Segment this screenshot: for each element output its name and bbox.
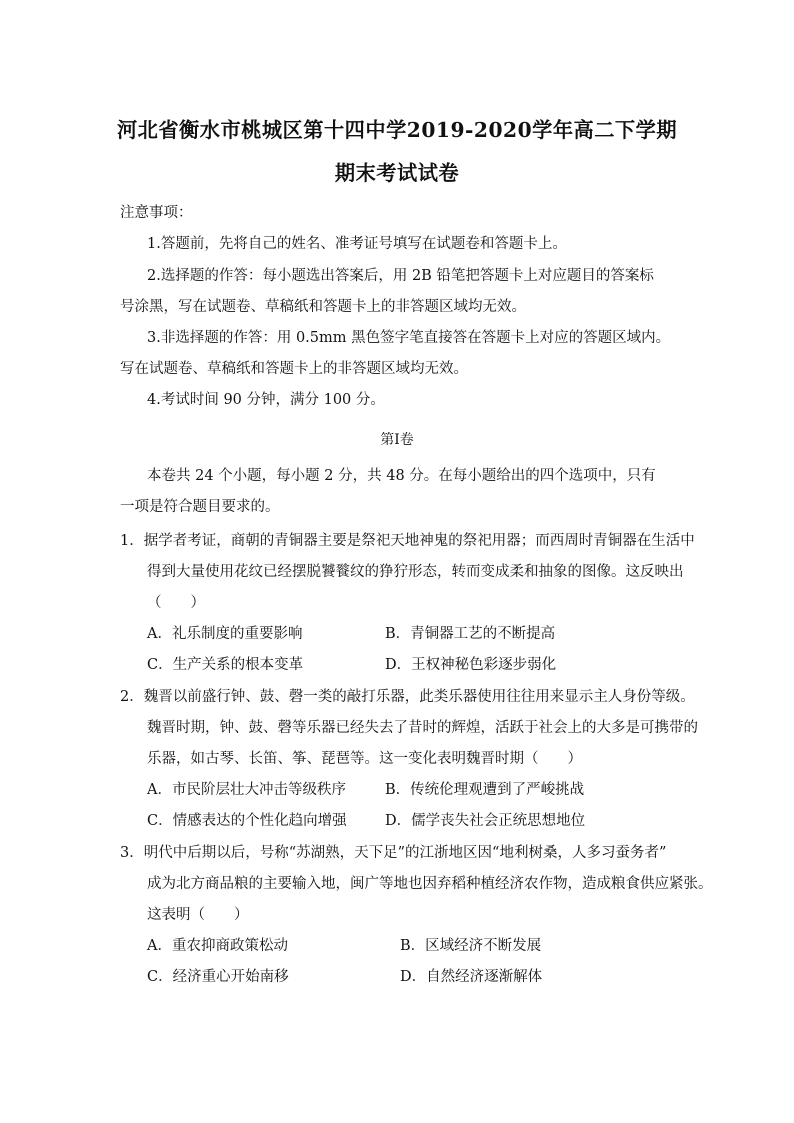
notice-item: 写在试题卷、草稿纸和答题卡上的非答题区域均无效。 (120, 361, 468, 377)
question-1-option-b: B．青铜器工艺的不断提高 (385, 626, 556, 642)
question-1-option-a: A．礼乐制度的重要影响 (147, 626, 303, 642)
question-1-stem: 1．据学者考证，商朝的青铜器主要是祭祀天地神鬼的祭祀用器；而西周时青铜器在生活中 (120, 533, 695, 549)
notice-item: 号涂黑，写在试题卷、草稿纸和答题卡上的非答题区域均无效。 (120, 299, 526, 315)
question-3-option-b: B．区域经济不断发展 (400, 938, 542, 954)
question-2-stem: 乐器，如古琴、长笛、筝、琵琶等。这一变化表明魏晋时期（ ） (147, 751, 582, 767)
question-3-stem: 3．明代中后期以后，号称“苏湖熟，天下足”的江浙地区因“地利树桑，人多习蚕务者” (120, 845, 667, 861)
question-3-option-a: A．重农抑商政策松动 (147, 938, 288, 954)
question-1-option-c: C．生产关系的根本变革 (147, 657, 304, 673)
question-3-stem: 这表明（ ） (147, 907, 249, 923)
question-1-stem: 得到大量使用花纹已经摆脱饕餮纹的狰狞形态，转而变成柔和抽象的图像。这反映出 (147, 564, 684, 580)
question-2-option-b: B．传统伦理观遭到了严峻挑战 (385, 782, 585, 798)
question-2-option-d: D．儒学丧失社会正统思想地位 (385, 813, 586, 829)
notice-heading: 注意事项： (120, 205, 193, 221)
notice-item: 4.考试时间 90 分钟，满分 100 分。 (147, 392, 385, 408)
section-heading: 第Ⅰ卷 (380, 432, 414, 448)
question-1-option-d: D．王权神秘色彩逐步弱化 (385, 657, 557, 673)
notice-item: 1.答题前，先将自己的姓名、准考证号填写在试题卷和答题卡上。 (147, 236, 567, 252)
question-1-stem: （ ） (147, 595, 205, 611)
section-intro: 一项是符合题目要求的。 (120, 499, 280, 515)
notice-item: 3.非选择题的作答：用 0.5mm 黑色签字笔直接答在答题卡上对应的答题区域内。 (147, 330, 671, 346)
question-3-option-c: C．经济重心开始南移 (147, 969, 289, 985)
section-intro: 本卷共 24 个小题，每小题 2 分，共 48 分。在每小题给出的四个选项中，只有 (147, 468, 656, 484)
question-2-option-a: A．市民阶层壮大冲击等级秩序 (147, 782, 346, 798)
notice-item: 2.选择题的作答：每小题选出答案后，用 2B 铅笔把答题卡上对应题目的答案标 (147, 268, 654, 284)
exam-title-line-1: 河北省衡水市桃城区第十四中学2019-2020学年高二下学期 (116, 118, 678, 142)
exam-title-line-2: 期末考试试卷 (334, 161, 460, 185)
question-3-option-d: D．自然经济逐渐解体 (400, 969, 543, 985)
question-2-stem: 2．魏晋以前盛行钟、鼓、磬一类的敲打乐器，此类乐器使用往往用来显示主人身份等级。 (120, 689, 695, 705)
question-2-option-c: C．情感表达的个性化趋向增强 (147, 813, 347, 829)
question-3-stem: 成为北方商品粮的主要输入地，闽广等地也因弃稻种植经济农作物，造成粮食供应紧张。 (147, 876, 713, 892)
question-2-stem: 魏晋时期，钟、鼓、磬等乐器已经失去了昔时的辉煌，活跃于社会上的大多是可携带的 (147, 720, 698, 736)
